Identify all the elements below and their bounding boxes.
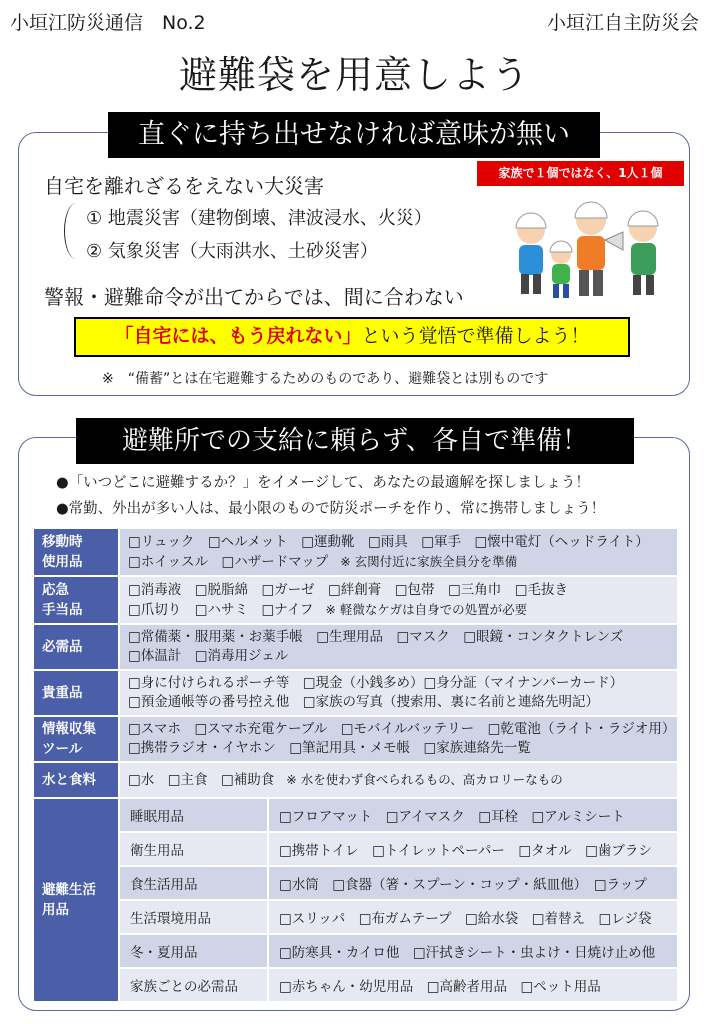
items-line2: □体温計 □消毒用ジェル bbox=[128, 648, 289, 664]
items-line1: □リュック □ヘルメット □運動靴 □雨具 □軍手 □懐中電灯（ヘッドライト） bbox=[128, 533, 649, 550]
bullet-pouch: ●常勤、外出が多い人は、最小限のもので防災ポーチを作り、常に携帯しましょう！ bbox=[56, 501, 606, 517]
items-line1 bbox=[128, 770, 669, 790]
category-label: 必需品 bbox=[34, 625, 118, 671]
callout-rest: という覚悟で準備しよう！ bbox=[361, 325, 590, 347]
row-items bbox=[120, 717, 677, 763]
sub-category: 冬・夏用品 bbox=[120, 935, 267, 969]
table-row bbox=[34, 717, 677, 763]
items-line1: □身に付けられるポーチ等 □現金（小銭多め）□身分証（マイナンバーカード） bbox=[128, 675, 624, 691]
page-title: 避難袋を用意しよう bbox=[178, 53, 530, 97]
sub-items: □防寒具・カイロ他 □汗拭きシート・虫よけ・日焼け止め他 bbox=[269, 935, 677, 969]
row-items bbox=[120, 671, 677, 717]
sub-items: □赤ちゃん・幼児用品 □高齢者用品 □ペット用品 bbox=[269, 969, 677, 1003]
disaster-intro: 自宅を離れざるをえない大災害 bbox=[44, 174, 324, 198]
category-label: 移動時 使用品 bbox=[34, 529, 118, 577]
items-line1-text: □水 □主食 □補助食 bbox=[128, 772, 275, 788]
weather-item: ② 気象災害（大雨洪水、土砂災害） bbox=[86, 241, 378, 262]
row-items bbox=[120, 763, 677, 799]
warning-text: 警報・避難命令が出てからでは、間に合わない bbox=[44, 285, 464, 309]
items-line1: □常備薬・服用薬・お薬手帳 □生理用品 □マスク □眼鏡・コンタクトレンズ bbox=[128, 629, 624, 645]
callout-emphasis: 「自宅には、もう戻れない」 bbox=[114, 325, 362, 347]
row-note: ※ 玄関付近に家族全員分を準備 bbox=[340, 553, 518, 569]
table-row bbox=[34, 577, 677, 625]
category-label: 応急 手当品 bbox=[34, 577, 118, 625]
table-row bbox=[34, 625, 677, 671]
earthquake-item: ① 地震災害（建物倒壊、津波浸水、火災） bbox=[86, 208, 432, 229]
category-label: 避難生活 用品 bbox=[34, 799, 118, 1003]
items-line1: □スマホ □スマホ充電ケーブル □モバイルバッテリー □乾電池（ライト・ラジオ用） bbox=[128, 721, 676, 737]
category-label: 情報収集 ツール bbox=[34, 717, 118, 763]
items-line2: □預金通帳等の番号控え他 □家族の写真（捜索用、裏に名前と連絡先明記） bbox=[128, 694, 600, 710]
living-supplies-block bbox=[34, 799, 677, 1003]
items-line2 bbox=[128, 552, 669, 572]
sub-items: □携帯トイレ □トイレットペーパー □タオル □歯ブラシ bbox=[269, 833, 677, 867]
sub-items: □フロアマット □アイマスク □耳栓 □アルミシート bbox=[269, 799, 677, 833]
bullet-imagine: ●「いつどこに避難するか？」をイメージして、あなたの最適解を探しましょう！ bbox=[56, 475, 590, 491]
sub-category: 衛生用品 bbox=[120, 833, 267, 867]
row-items bbox=[120, 529, 677, 577]
stockpile-note: ※ “備蓄”とは在宅避難するためのものであり、避難袋とは別ものです bbox=[102, 371, 549, 387]
items-line2: □携帯ラジオ・イヤホン □筆記用具・メモ帳 □家族連絡先一覧 bbox=[128, 740, 531, 756]
sub-items: □水筒 □食器（箸・スプーン・コップ・紙皿他） □ラップ bbox=[269, 867, 677, 901]
section1-banner: 直ぐに持ち出せなければ意味が無い bbox=[108, 112, 600, 158]
sub-category: 睡眠用品 bbox=[120, 799, 267, 833]
row-note: ※ 軽微なケガは自身での処置が必要 bbox=[325, 601, 528, 617]
publisher-name: 小垣江自主防災会 bbox=[546, 12, 699, 34]
table-row bbox=[34, 763, 677, 799]
items-line2-text: □ホイッスル □ハザードマップ bbox=[128, 553, 329, 570]
items-line2-text: □爪切り □ハサミ □ナイフ bbox=[128, 601, 314, 618]
sub-category: 生活環境用品 bbox=[120, 901, 267, 935]
category-label: 水と食料 bbox=[34, 763, 118, 799]
items-line2 bbox=[128, 600, 669, 620]
newsletter-issue: 小垣江防災通信 No.2 bbox=[10, 12, 206, 34]
section2-banner: 避難所での支給に頼らず、各自で準備！ bbox=[76, 418, 634, 464]
one-per-person-badge: 家族で１個ではなく、1人１個 bbox=[477, 161, 684, 186]
table-row bbox=[34, 671, 677, 717]
row-items bbox=[120, 577, 677, 625]
row-note: ※ 水を使わず食べられるもの、高カロリーなもの bbox=[286, 772, 563, 787]
sub-category: 家族ごとの必需品 bbox=[120, 969, 267, 1003]
family-with-helmets-icon bbox=[503, 190, 673, 306]
category-label: 貴重品 bbox=[34, 671, 118, 717]
items-line1: □消毒液 □脱脂綿 □ガーゼ □絆創膏 □包帯 □三角巾 □毛抜き bbox=[128, 581, 569, 598]
table-row bbox=[34, 529, 677, 577]
resolve-callout bbox=[74, 317, 630, 357]
sub-items: □スリッパ □布ガムテープ □給水袋 □着替え □レジ袋 bbox=[269, 901, 677, 935]
row-items bbox=[120, 625, 677, 671]
sub-category: 食生活用品 bbox=[120, 867, 267, 901]
